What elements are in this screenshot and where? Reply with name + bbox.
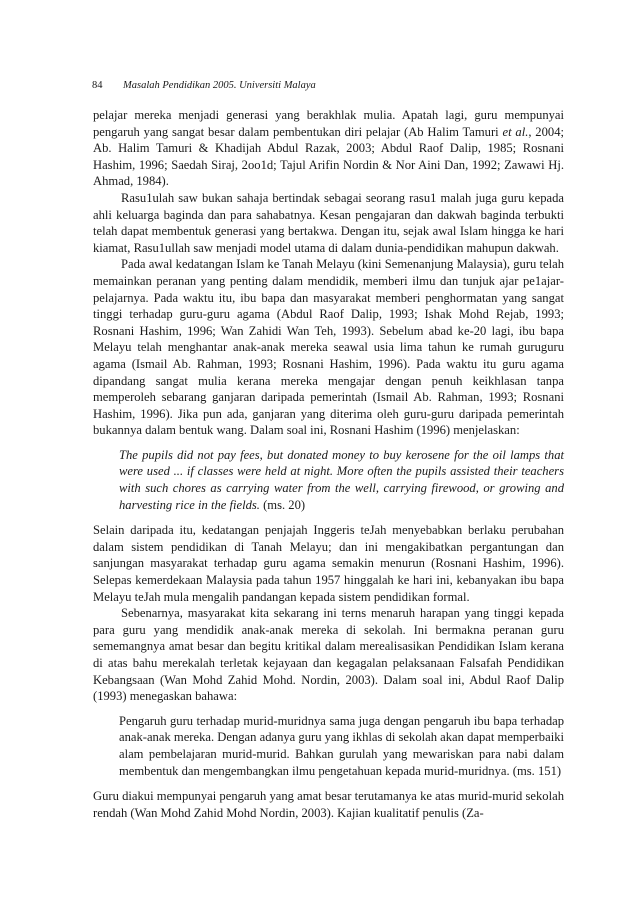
paragraph-6: Guru diakui mempunyai pengaruh yang amat besar terutamanya ke atas murid-murid sekolah rendah (Wan Mohd Zahid Mohd Nordin, 2003). Kajian kualitatif penulis (Za- <box>93 789 564 820</box>
paragraph-4: Selain daripada itu, kedatangan penjajah Inggeris teJah menyebabkan berlaku perubahan dalam sistem pendidikan di Tanah Melayu; dan ini mengakibatkan pergantungan dan sanjungan masyarakat terhadap guru agama semakin menurun (Rosnani Hashim, 1996). Selepas kemerdekaan Malaysia pada tahun 1957 hinggalah ke hari ini, kebanyakan ibu bapa Melayu teJah mula mengalih pandangan kepada sistem pendidikan formal. <box>93 523 564 604</box>
paragraph-2: Rasu1ulah saw bukan sahaja bertindak sebagai seorang rasu1 malah juga guru kepada ahli keluarga baginda dan para sahabatnya. Kesan pengajaran dan dakwah baginda terbukti telah dapat membentuk generasi yang bertakwa. Dengan itu, sejak awal Islam hingga ke hari kiamat, Rasu1ullah saw menjadi model utama di dalam dunia-pendidikan mahupun dakwah. <box>93 190 564 255</box>
block-quote-1 <box>119 447 564 513</box>
body-text <box>93 107 564 821</box>
paragraph-1-text: pelajar mereka menjadi generasi yang berakhlak mulia. Apatah lagi, guru mempunyai pengaruh yang sangat besar dalam pembentukan diri pelajar (Ab Halim Tamuri <box>93 108 564 139</box>
page-number: 84 <box>92 80 103 91</box>
block-quote-2: Pengaruh guru terhadap murid-muridnya sama juga dengan pengaruh ibu bapa terhadap anak-anak mereka. Dengan adanya guru yang ikhlas di sekolah akan dapat memperbaiki alam pembelajaran murid-murid. Bahkan gurulah yang mewariskan para nabi dalam membentuk dan mengembangkan ilmu pengetahuan kepada murid-muridnya. (ms. 151) <box>119 713 564 778</box>
paragraph-3: Pada awal kedatangan Islam ke Tanah Melayu (kini Semenanjung Malaysia), guru telah memainkan peranan yang penting dalam mendidik, memberi ilmu dan tunjuk ajar pe1ajar-pelajarnya. Pada waktu itu, ibu bapa dan masyarakat memberi penghormatan yang sangat tinggi terhadap guru-guru agama (Abdul Raof Dalip, 1993; Ishak Mohd Rejab, 1993; Rosnani Hashim, 1996; Wan Zahidi Wan Teh, 1993). Sebelum abad ke-20 lagi, ibu bapa Melayu telah menghantar anak-anak mereka seawal usia lima tahun ke rumah guruguru agama (Ismail Ab. Rahman, 1993; Rosnani Hashim, 1996). Pada waktu itu guru agama dipandang sangat mulia kerana mereka mengajar dengan penuh keikhlasan tanpa memperoleh sebarang ganjaran daripada pemerintah (Ismail Ab. Rahman, 1993; Rosnani Hashim, 1996). Jika pun ada, ganjaran yang diterima oleh guru-guru daripada pemerintah bukannya dalam bentuk wang. Dalam soal ini, Rosnani Hashim (1996) menjelaskan: <box>93 257 564 438</box>
paragraph-1 <box>93 107 564 190</box>
block-quote-1-cite: (ms. 20) <box>259 497 306 512</box>
et-al: et al. <box>502 124 529 139</box>
paragraph-1-tail: , 2004; Ab. Halim Tamuri & Khadijah Abdul Razak, 2003; Abdul Raof Dalip, 1985; Rosnani Hashim, 1996; Saedah Siraj, 2oo1d; Tajul Arifin Nordin & Nor Aini Dan, 1992; Zawawi Hj. Ahmad, 1984). <box>93 124 564 189</box>
running-head <box>92 79 316 92</box>
block-quote-1-text: The pupils did not pay fees, but donated money to buy kerosene for the oil lamps that were used ... if classes were held at night. More often the pupils assisted their teachers with such chores as carrying water from the well, carrying firewood, or growing and harvesting rice in the fields. <box>119 447 564 512</box>
journal-title: Masalah Pendidikan 2005. Universiti Malaya <box>123 80 316 91</box>
paragraph-5: Sebenarnya, masyarakat kita sekarang ini terns menaruh harapan yang tinggi kepada para guru yang mendidik anak-anak mereka di sekolah. Ini bermakna peranan guru sememangnya amat besar dan begitu kritikal dalam merealisasikan Pendidikan Islam kerana di atas bahu merekalah terletak kejayaan dan kegagalan pelaksanaan Falsafah Pendidikan Kebangsaan (Wan Mohd Zahid Mohd. Nordin, 2003). Dalam soal ini, Abdul Raof Dalip (1993) menegaskan bahawa: <box>93 606 564 704</box>
